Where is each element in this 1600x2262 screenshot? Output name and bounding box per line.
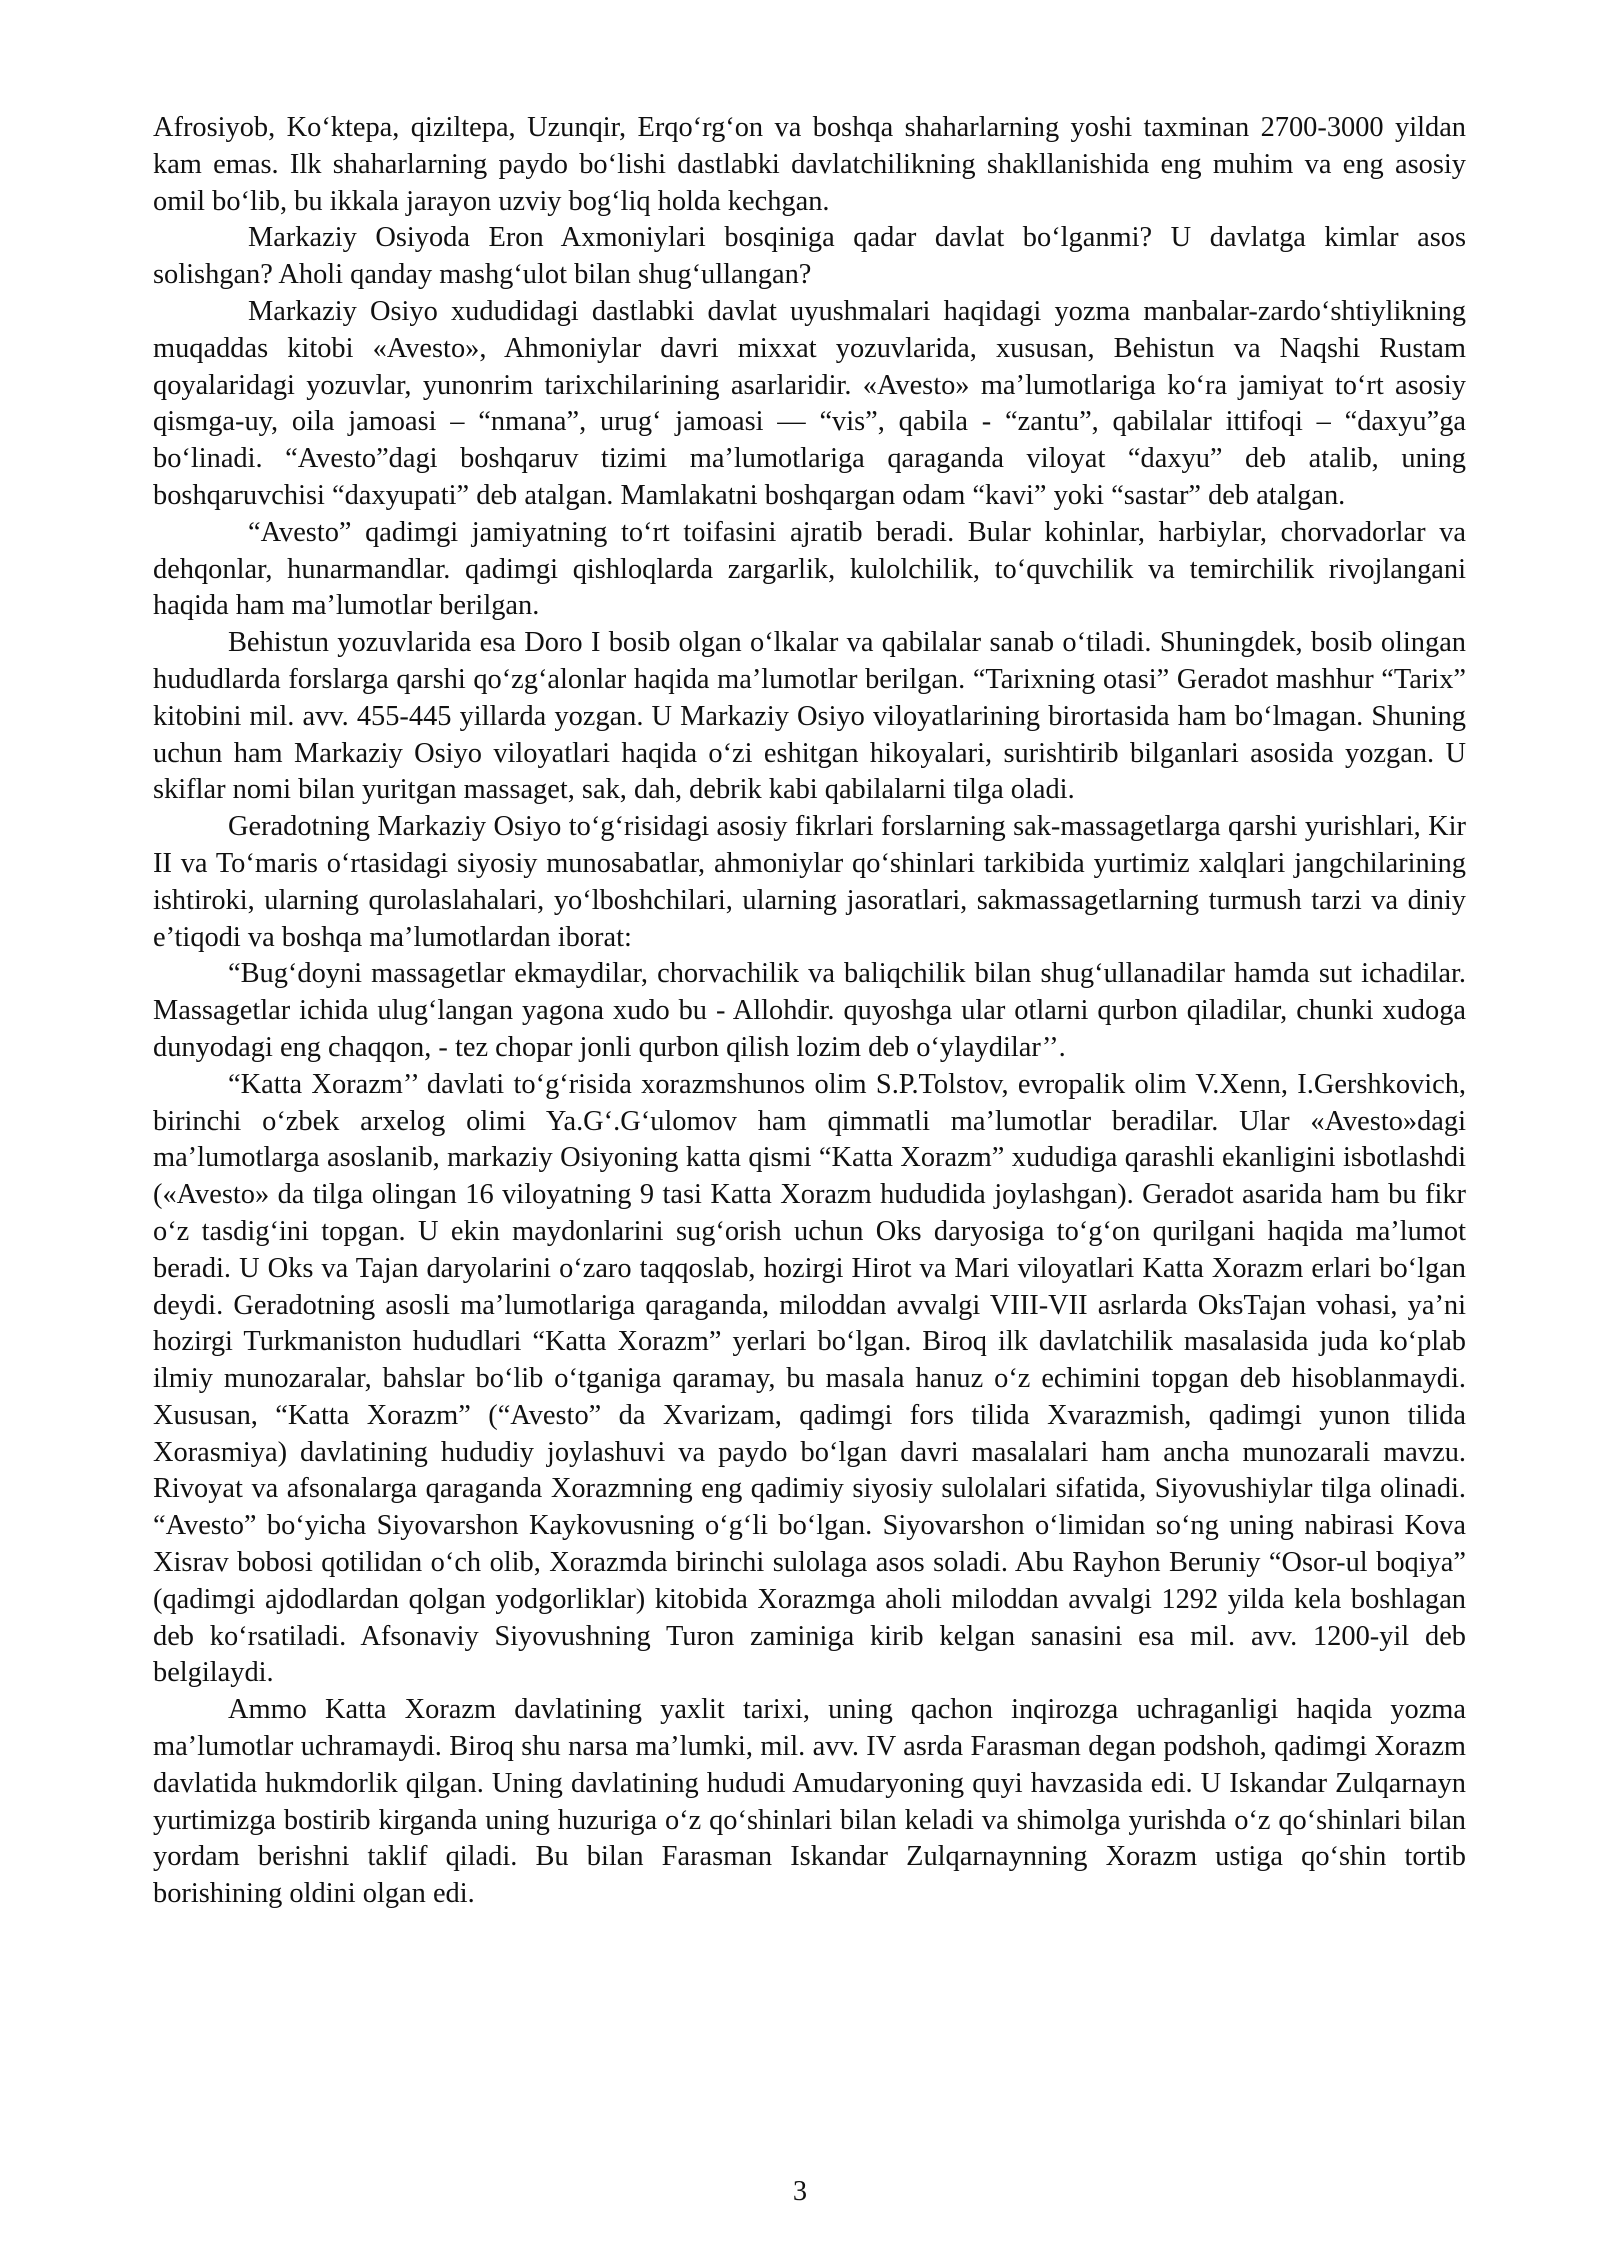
paragraph-4: “Avesto” qadimgi jamiyatning to‘rt toifasini ajratib beradi. Bular kohinlar, harbiylar, chorvadorlar va dehqonlar, hunarmandlar. qadimgi qishloqlarda zargarlik, kulolchilik, to‘quvchilik va temirchilik rivojlangani haqida ham ma’lumotlar berilgan. [153, 516, 1466, 622]
paragraph-1: Afrosiyob, Ko‘ktepa, qiziltepa, Uzunqir, Erqo‘rg‘on va boshqa shaharlarning yoshi taxminan 2700-3000 yildan kam emas. Ilk shaharlarning paydo bo‘lishi dastlabki davlatchilikning shakllanishida eng muhim va eng asosiy omil bo‘lib, bu ikkala jarayon uzviy bog‘liq holda kechgan. [153, 112, 1466, 217]
page-number: 3 [792, 2176, 808, 2207]
paragraph-6: Geradotning Markaziy Osiyo to‘g‘risidagi asosiy fikrlari forslarning sak-massagetlarga qarshi yurishlari, Kir II va To‘maris o‘rtasidagi siyosiy munosabatlar, ahmoniylar qo‘shinlari tarkibida yurtimiz xalqlari jangchilarining ishtiroki, ularning qurolaslahalari, yo‘lboshchilari, ularning jasoratlari, sakmassagetlarning turmush tarzi va diniy e’tiqodi va boshqa ma’lumotlardan iborat: [153, 811, 1466, 953]
paragraph-5: Behistun yozuvlarida esa Doro I bosib olgan o‘lkalar va qabilalar sanab o‘tiladi. Shuningdek, bosib olingan hududlarda forslarga qarshi qo‘zg‘alonlar haqida ma’lumotlar berilgan. “Tarixning otasi” Geradot mashhur “Tarix” kitobini mil. avv. 455-445 yillarda yozgan. U Markaziy Osiyo viloyatlarining birortasida ham bo‘lmagan. Shuning uchun ham Markaziy Osiyo viloyatlari haqida o‘zi eshitgan hikoyalari, surishtirib bilganlari asosida yozgan. U skiflar nomi bilan yuritgan massaget, sak, dah, debrik kabi qabilalarni tilga oladi. [153, 627, 1466, 806]
paragraph-9: Ammo Katta Xorazm davlatining yaxlit tarixi, uning qachon inqirozga uchraganligi haqida yozma ma’lumotlar uchramaydi. Biroq shu narsa ma’lumki, mil. avv. IV asrda Farasman degan podshoh, qadimgi Xorazm davlatida hukmdorlik qilgan. Uning davlatining hududi Amudaryoning quyi havzasida edi. U Iskandar Zulqarnayn yurtimizga bostirib kirganda uning huzuriga o‘z qo‘shinlari bilan keladi va shimolga yurishda o‘z qo‘shinlari bilan yordam berishni taklif qiladi. Bu bilan Farasman Iskandar Zulqarnaynning Xorazm ustiga qo‘shin tortib borishining oldini olgan edi. [153, 1694, 1466, 1910]
document-body [153, 110, 1466, 1913]
quote-paragraph: “Bug‘doyni massagetlar ekmaydilar, chorvachilik va baliqchilik bilan shug‘ullanadilar hamda sut ichadilar. Massagetlar ichida ulug‘langan yagona xudo bu - Allohdir. quyoshga ular otlarni qurbon qiladilar, chunki xudoga dunyodagi eng chaqqon, - tez chopar jonli qurbon qilish lozim deb o‘ylaydilar’’. [153, 958, 1466, 1063]
paragraph-2: Markaziy Osiyoda Eron Axmoniylari bosqiniga qadar davlat bo‘lganmi? U davlatga kimlar asos solishgan? Aholi qanday mashg‘ulot bilan shug‘ullangan? [153, 222, 1466, 291]
paragraph-8: “Katta Xorazm’’ davlati to‘g‘risida xorazmshunos olim S.P.Tolstov, evropalik olim V.Xenn, I.Gershkovich, birinchi o‘zbek arxelog olimi Ya.G‘.G‘ulomov ham qimmatli ma’lumotlar beradilar. Ular «Avesto»dagi ma’lumotlarga asoslanib, markaziy Osiyoning katta qismi “Katta Xorazm” xududiga qarashli ekanligini isbotlashdi («Avesto» da tilga olingan 16 viloyatning 9 tasi Katta Xorazm hududida joylashgan). Geradot asarida ham bu fikr o‘z tasdig‘ini topgan. U ekin maydonlarini sug‘orish uchun Oks daryosiga to‘g‘on qurilgani haqida ma’lumot beradi. U Oks va Tajan daryolarini o‘zaro taqqoslab, hozirgi Hirot va Mari viloyatlari Katta Xorazm erlari bo‘lgan deydi. Geradotning asosli ma’lumotlariga qaraganda, miloddan avvalgi VIII-VII asrlarda OksTajan vohasi, ya’ni hozirgi Turkmaniston hududlari “Katta Xorazm” yerlari bo‘lgan. Biroq ilk davlatchilik masalasida juda ko‘plab ilmiy munozaralar, bahslar bo‘lib o‘tganiga qaramay, bu masala hanuz o‘z echimini topgan deb hisoblanmaydi. Xususan, “Katta Xorazm” (“Avesto” da Xvarizam, qadimgi fors tilida Xvarazmish, qadimgi yunon tilida Xorasmiya) davlatining hududiy joylashuvi va paydo bo‘lgan davri masalalari ham ancha munozarali mavzu. Rivoyat va afsonalarga qaraganda Xorazmning eng qadimiy siyosiy sulolalari sifatida, Siyovushiylar tilga olinadi. “Avesto” bo‘yicha Siyovarshon Kaykovusning o‘g‘li bo‘lgan. Siyovarshon o‘limidan so‘ng uning nabirasi Kova Xisrav bobosi qotilidan o‘ch olib, Xorazmda birinchi sulolaga asos soladi. Abu Rayhon Beruniy “Osor-ul boqiya” (qadimgi ajdodlardan qolgan yodgorliklar) kitobida Xorazmga aholi miloddan avvalgi 1292 yilda kela boshlagan deb ko‘rsatiladi. Afsonaviy Siyovushning Turon zaminiga kirib kelgan sanasini esa mil. avv. 1200-yil deb belgilaydi. [153, 1068, 1466, 1689]
paragraph-3: Markaziy Osiyo xududidagi dastlabki davlat uyushmalari haqidagi yozma manbalar-zardo‘shtiylikning muqaddas kitobi «Avesto», Ahmoniylar davri mixxat yozuvlarida, xususan, Behistun va Naqshi Rustam qoyalaridagi yozuvlar, yunonrim tarixchilarining asarlaridir. «Avesto» ma’lumotlariga ko‘ra jamiyat to‘rt asosiy qismga-uy, oila jamoasi – “nmana”, urug‘ jamoasi — “vis”, qabila - “zantu”, qabilalar ittifoqi – “daxyu”ga bo‘linadi. “Avesto”dagi boshqaruv tizimi ma’lumotlariga qaraganda viloyat “daxyu” deb atalib, uning boshqaruvchisi “daxyupati” deb atalgan. Mamlakatni boshqargan odam “kavi” yoki “sastar” deb atalgan. [153, 295, 1466, 511]
